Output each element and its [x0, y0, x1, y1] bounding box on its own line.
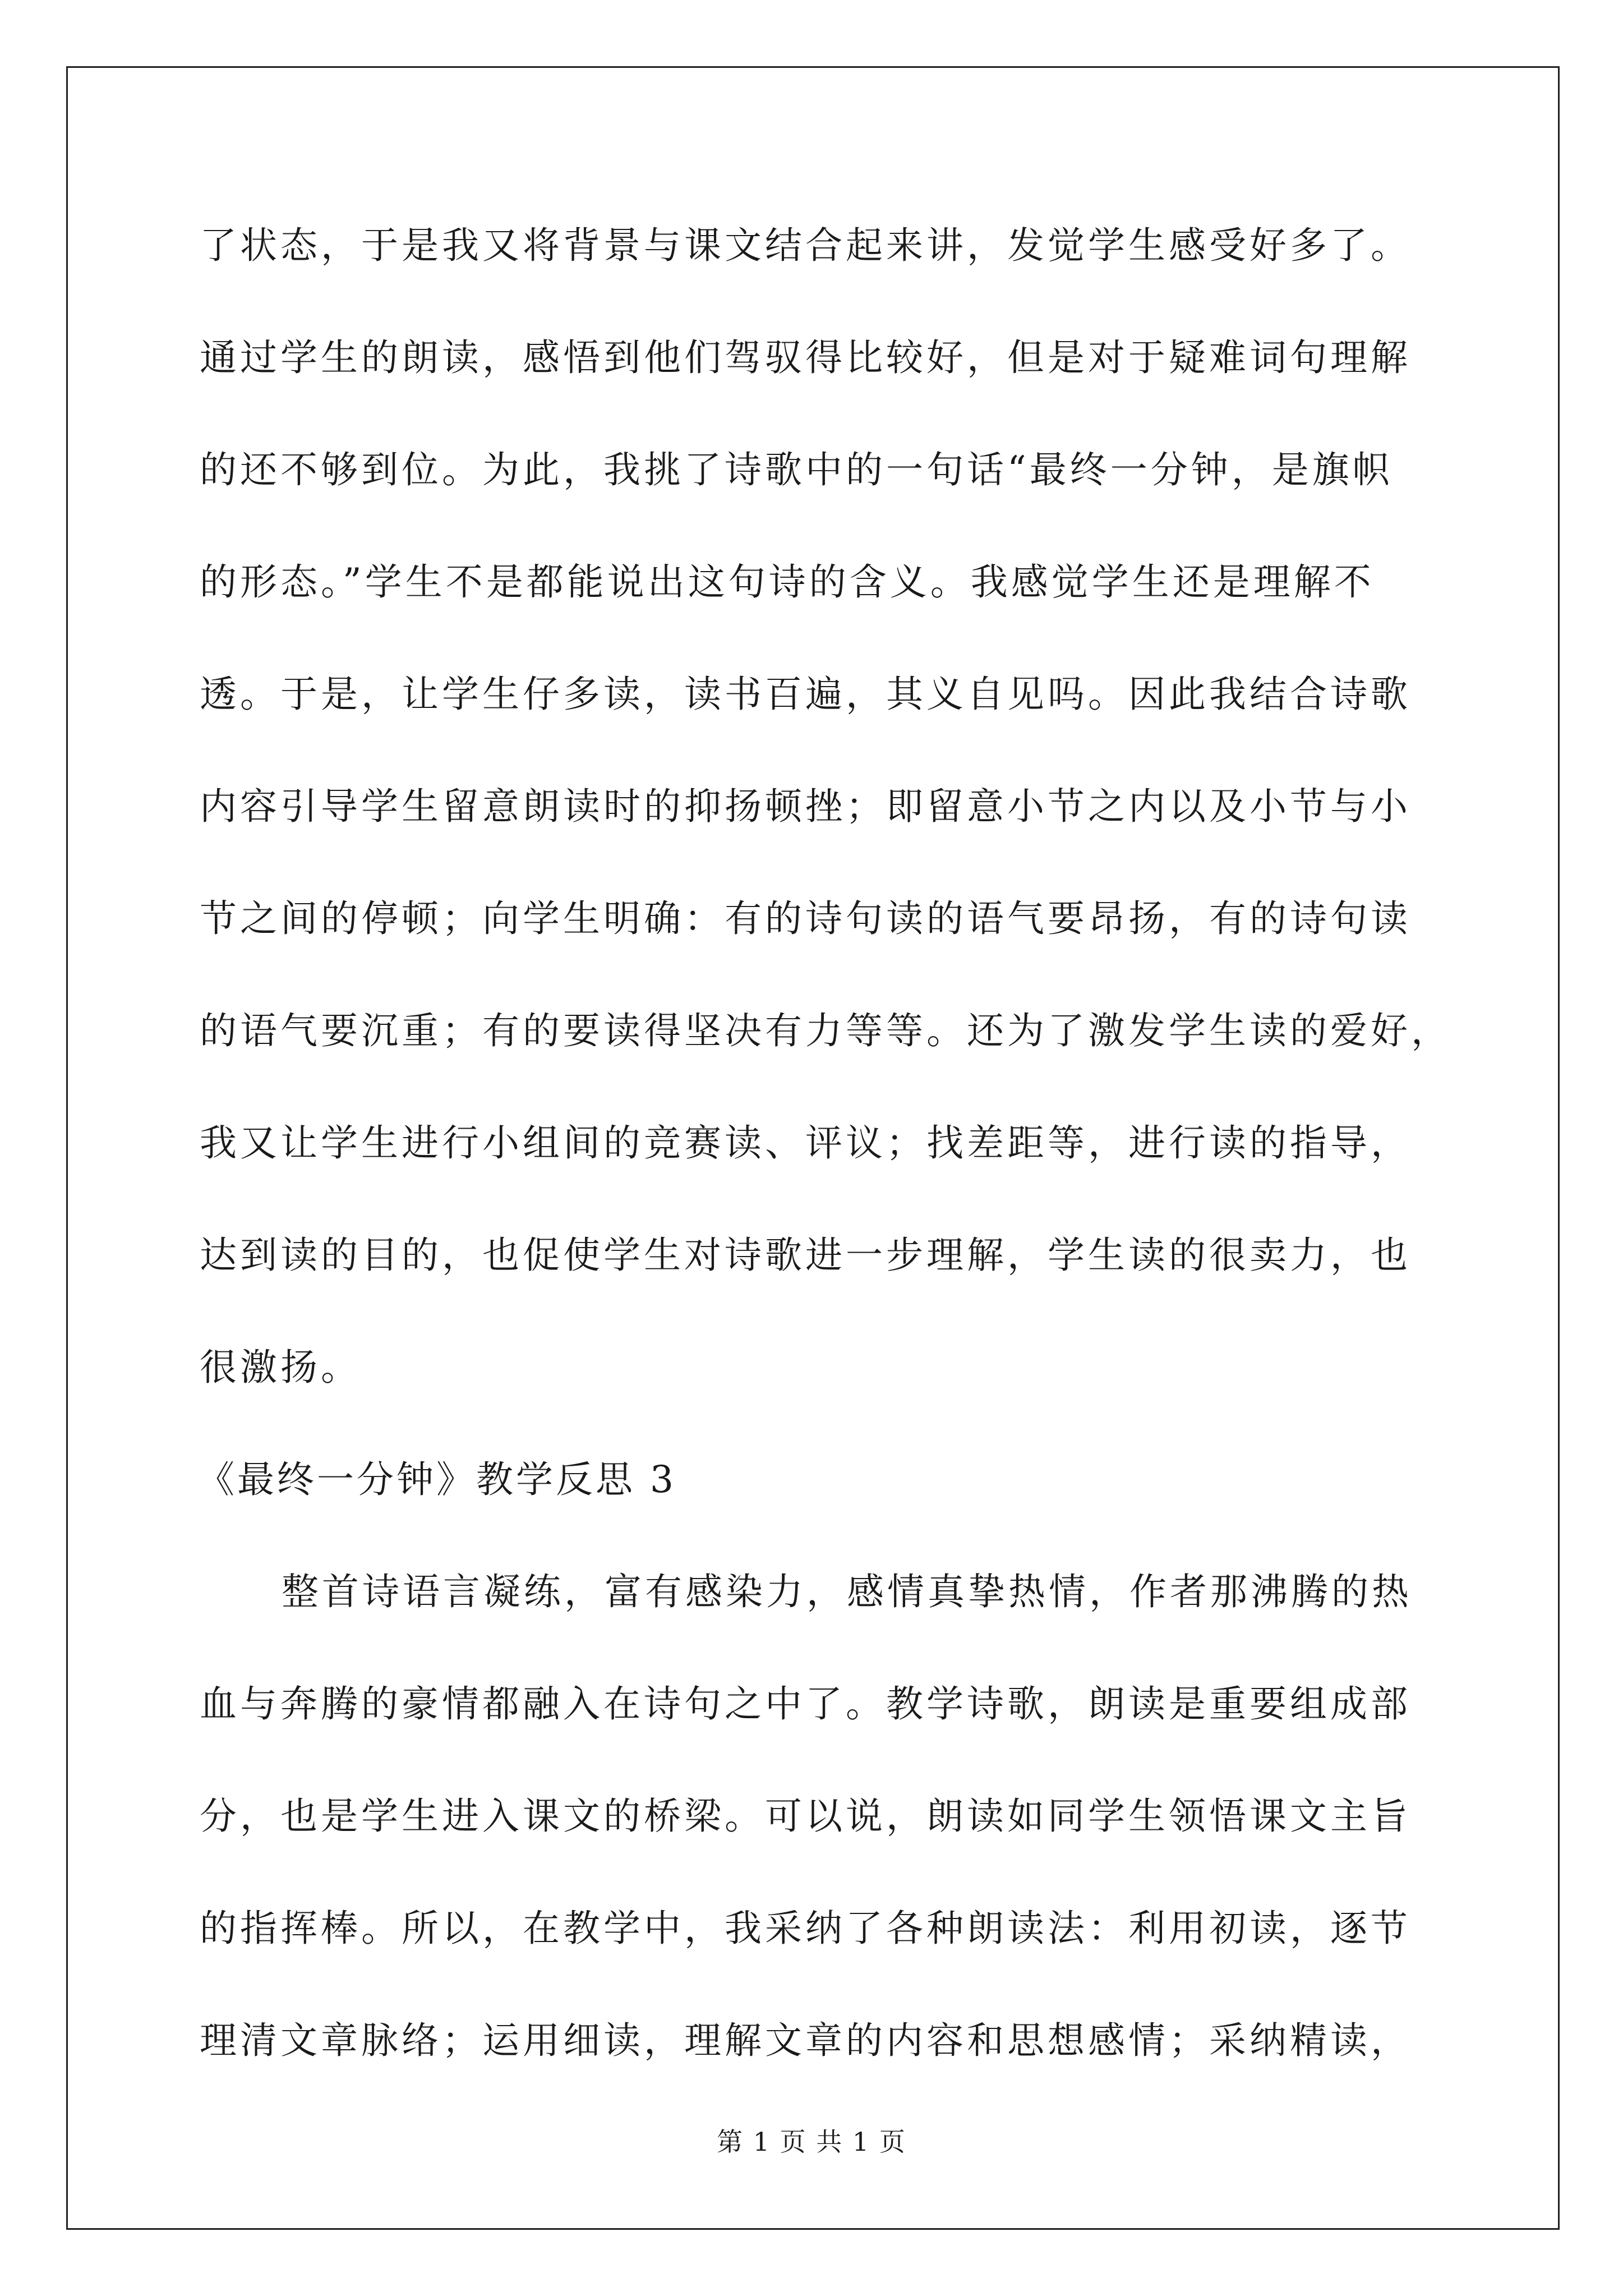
paragraph-line: 很激扬。: [200, 1346, 361, 1389]
section-heading: 《最终一分钟》教学反思 3: [197, 1458, 676, 1501]
page-number-footer: 第 1 页 共 1 页: [717, 2127, 906, 2157]
paragraph-line: 通过学生的朗读，感悟到他们驾驭得比较好，但是对于疑难词句理解: [200, 336, 1411, 379]
paragraph-line: 透。于是，让学生仔多读，读书百遍，其义自见吗。因此我结合诗歌: [200, 673, 1411, 716]
paragraph-line: 血与奔腾的豪情都融入在诗句之中了。教学诗歌，朗读是重要组成部: [200, 1682, 1411, 1726]
paragraph-line: 节之间的停顿；向学生明确：有的诗句读的语气要昂扬，有的诗句读: [200, 897, 1411, 940]
paragraph-line: 理清文章脉络；运用细读，理解文章的内容和思想感情；采纳精读，: [200, 2019, 1411, 2062]
paragraph-line: 我又让学生进行小组间的竞赛读、评议；找差距等，进行读的指导，: [200, 1121, 1411, 1165]
paragraph-line: 达到读的目的，也促使学生对诗歌进一步理解，学生读的很卖力，也: [200, 1234, 1411, 1277]
paragraph-line: 的形态。”学生不是都能说出这句诗的含义。我感觉学生还是理解不: [200, 560, 1375, 604]
paragraph-line: 的指挥棒。所以，在教学中，我采纳了各种朗读法：利用初读，逐节: [200, 1907, 1411, 1950]
document-body: [197, 206, 1451, 2114]
paragraph-line: 整首诗语言凝练，富有感染力，感情真挚热情，作者那沸腾的热: [282, 1570, 1412, 1613]
paragraph-line: 分，也是学生进入课文的桥梁。可以说，朗读如同学生领悟课文主旨: [200, 1795, 1411, 1838]
paragraph-line: 内容引导学生留意朗读时的抑扬顿挫；即留意小节之内以及小节与小: [200, 785, 1411, 828]
paragraph-line: 的还不够到位。为此，我挑了诗歌中的一句话“最终一分钟，是旗帜: [200, 448, 1393, 491]
paragraph-line: 了状态，于是我又将背景与课文结合起来讲，发觉学生感受好多了。: [200, 224, 1411, 267]
paragraph-line: 的语气要沉重；有的要读得坚决有力等等。还为了激发学生读的爱好，: [200, 1009, 1451, 1052]
